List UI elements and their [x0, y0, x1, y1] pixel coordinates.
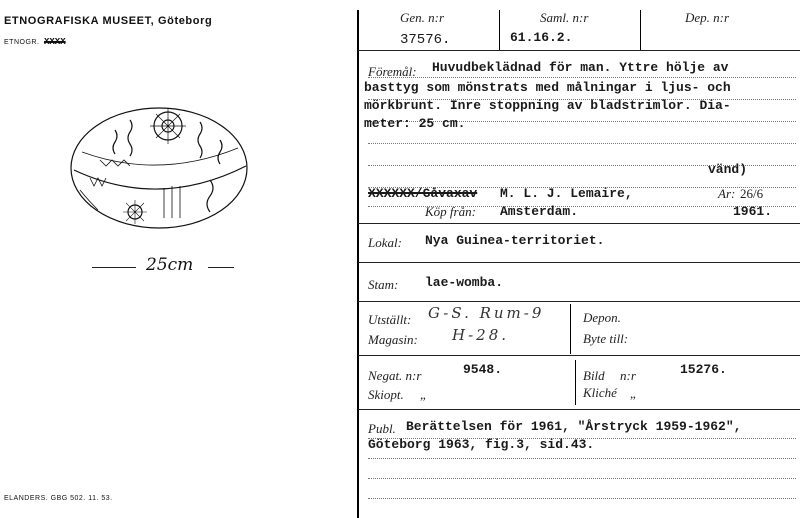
header-divider-2 [640, 10, 641, 50]
gen-nr-value: 37576. [400, 32, 451, 48]
lokal-value: Nya Guinea-territoriet. [425, 233, 605, 248]
utstallt-value: G-S. Rum-9 [428, 304, 545, 322]
kop-fran-label: Köp från: [425, 204, 476, 219]
hat-drawing [60, 100, 260, 250]
foremal-line-1: Huvudbeklädnad för man. Yttre hölje av [432, 60, 729, 75]
ar-value: 26/6 [740, 186, 764, 201]
photo-divider [575, 360, 576, 405]
bild-nr-label: n:r [620, 368, 636, 383]
bild-nr-value: 15276. [680, 362, 727, 377]
skiopt-label: Skiopt. [368, 387, 404, 402]
etnogr-struck-number: XXXX [44, 37, 66, 47]
publ-line-2: Göteborg 1963, fig.3, sid.43. [368, 437, 595, 452]
foremal-line-4: meter: 25 cm. [364, 116, 466, 131]
museum-title: ETNOGRAFISKA MUSEET, Göteborg [4, 15, 213, 27]
stam-value: lae-womba. [425, 275, 504, 290]
scale-bar-right [208, 267, 234, 268]
publ-label: Publ. [368, 421, 396, 436]
dotted-line [368, 77, 796, 78]
kop-fran-value: Amsterdam. [500, 204, 579, 219]
rule-header [358, 50, 800, 51]
gen-nr-label: Gen. n:r [400, 10, 445, 25]
saml-nr-label: Saml. n:r [540, 10, 589, 25]
skiopt-value: „ [420, 387, 426, 402]
rule-stam [358, 301, 800, 302]
storage-divider [570, 304, 571, 354]
dep-nr-label: Dep. n:r [685, 10, 730, 25]
negat-nr-value: 9548. [463, 362, 503, 377]
magasin-label: Magasin: [368, 332, 418, 347]
lokal-label: Lokal: [368, 235, 402, 250]
main-vertical-rule [357, 10, 359, 518]
dotted-line [368, 498, 796, 499]
utstallt-label: Utställt: [368, 312, 412, 327]
dotted-line [368, 458, 796, 459]
depon-label: Depon. [583, 310, 621, 325]
rule-photo [358, 409, 800, 410]
dotted-line [368, 143, 796, 144]
acquisition-year: 1961. [733, 204, 773, 219]
kliche-label: Kliché [583, 385, 617, 400]
ar-label: Ar: [718, 186, 736, 201]
printer-note: ELANDERS. GBG 502. 11. 53. [4, 495, 113, 502]
scale-bar-left [92, 267, 136, 268]
magasin-value: H-28. [452, 326, 510, 344]
dotted-line [368, 478, 796, 479]
foremal-line-3: mörkbrunt. Inre stoppning av bladstrimlor. Dia- [364, 98, 731, 113]
donor-name: M. L. J. Lemaire, [500, 186, 633, 201]
foremal-line-2: basttyg som mönstrats med målningar i ljus- och [364, 80, 731, 95]
bild-label: Bild [583, 368, 605, 383]
byte-till-label: Byte till: [583, 331, 629, 346]
vand-note: vänd) [708, 162, 748, 177]
etnogr-label: ETNOGR. [4, 39, 40, 46]
negat-nr-label: Negat. n:r [368, 368, 422, 383]
rule-acquisition [358, 223, 800, 224]
publ-line-1: Berättelsen för 1961, "Årstryck 1959-1962", [406, 419, 742, 434]
saml-nr-value: 61.16.2. [510, 30, 573, 45]
rule-storage [358, 355, 800, 356]
acquisition-struck-text: XXXXXX/Gåvaxav [368, 186, 478, 201]
rule-lokal [358, 262, 800, 263]
stam-label: Stam: [368, 277, 399, 292]
kliche-value: „ [630, 386, 636, 401]
foremal-label: Föremål: [368, 64, 417, 79]
header-divider-1 [499, 10, 500, 50]
scale-note: 25cm [146, 255, 194, 275]
